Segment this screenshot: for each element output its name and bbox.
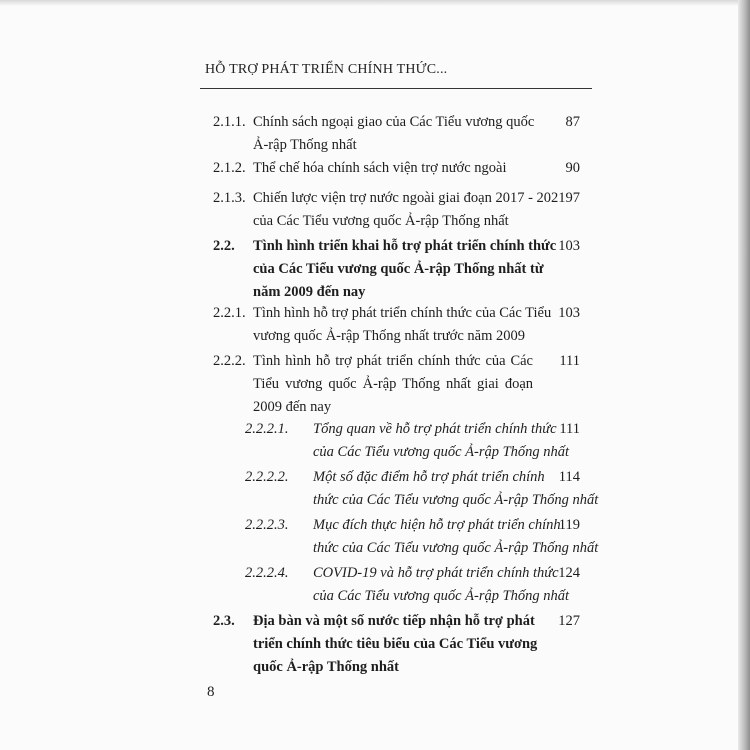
page-spine-shadow [738,0,750,750]
toc-entry-page: 127 [558,613,580,629]
toc-entry-number: 2.1.1. [213,114,246,130]
toc-entry-page: 111 [559,421,580,437]
toc-entry-number: 2.2.2. [213,353,246,369]
toc-entry-title-line: Tình hình hỗ trợ phát triển chính thức của Các Tiểu [253,305,552,321]
running-header: HỖ TRỢ PHÁT TRIỂN CHÍNH THỨC... [205,62,448,77]
toc-entry-title [253,235,557,304]
toc-entry-title-line: của Các Tiểu vương quốc Ả-rập Thống nhất [313,444,570,460]
toc-entry-title-line: Chiến lược viện trợ nước ngoài giai đoạn 2017 - 2021 [253,190,566,206]
toc-entry-title-line: Thể chế hóa chính sách viện trợ nước ngoài [253,160,507,176]
toc-entry-page: 90 [565,160,580,176]
toc-entry-page: 114 [558,469,580,485]
toc-entry-number: 2.1.2. [213,160,246,176]
toc-entry-number: 2.2.2.1. [245,421,289,437]
toc-entry-title-line: triển chính thức tiêu biểu của Các Tiểu vương [253,636,538,652]
page-number: 8 [207,684,215,700]
toc-entry-number: 2.1.3. [213,190,246,206]
toc-entry-title [253,302,552,348]
toc-entry-page: 97 [565,190,580,206]
toc-entry-title-line: COVID-19 và hỗ trợ phát triển chính thức [313,565,559,581]
toc-entry-title-line: Ả-rập Thống nhất [253,137,357,153]
toc-entry-title-line: Chính sách ngoại giao của Các Tiểu vương quốc [253,114,535,130]
toc-entry-page: 87 [565,114,580,130]
toc-entry-title [253,111,533,157]
toc-entry-number: 2.2.2.4. [245,565,289,581]
toc-entry-title-line: năm 2009 đến nay [253,284,366,300]
toc-entry-number: 2.2.2.3. [245,517,289,533]
toc-entry-title-line: Tình hình triển khai hỗ trợ phát triển chính thức [253,238,557,254]
toc-entry-page: 124 [558,565,580,581]
toc-entry-title-line: thức của Các Tiểu vương quốc Ả-rập Thống nhất [313,540,599,556]
toc-entry-title [253,610,538,679]
toc-entry-title-line: của Các Tiểu vương quốc Ả-rập Thống nhất [313,588,570,604]
toc-entry-title [253,157,533,180]
toc-entry-number: 2.2.1. [213,305,246,321]
toc-entry-page: 111 [559,353,580,369]
header-rule [200,88,592,89]
toc-entry-number: 2.2.2.2. [245,469,289,485]
toc-entry-title-line: Một số đặc điểm hỗ trợ phát triển chính [313,469,545,485]
toc-entry-title-line: Mục đích thực hiện hỗ trợ phát triển chính [313,517,561,533]
page-top-edge [0,0,750,6]
toc-entry-title-line: của Các Tiểu vương quốc Ả-rập Thống nhất từ [253,261,544,277]
toc-entry-title [253,350,533,419]
toc-entry-title-line: vương quốc Ả-rập Thống nhất trước năm 2009 [253,328,525,344]
toc-entry-title-line: Địa bàn và một số nước tiếp nhận hỗ trợ phát [253,613,535,629]
toc-entry-title-line: Tình hình hỗ trợ phát triển chính thức của Các [253,353,533,369]
toc-entry-title-line: của Các Tiểu vương quốc Ả-rập Thống nhất [253,213,509,229]
toc-entry-page: 119 [558,517,580,533]
toc-entry-title-line: Tiểu vương quốc Ả-rập Thống nhất giai đoạn [253,376,533,392]
toc-entry-title-line: quốc Ả-rập Thống nhất [253,659,399,675]
toc-entry-page: 103 [558,238,580,254]
toc-entry-number: 2.3. [213,613,235,629]
toc-entry-page: 103 [558,305,580,321]
toc-entry-title-line: Tổng quan về hỗ trợ phát triển chính thức [313,421,557,437]
toc-entry-title-line: thức của Các Tiểu vương quốc Ả-rập Thống nhất [313,492,599,508]
toc-entry-title-line: 2009 đến nay [253,399,332,415]
toc-entry-number: 2.2. [213,238,235,254]
toc-entry-title [253,187,566,233]
